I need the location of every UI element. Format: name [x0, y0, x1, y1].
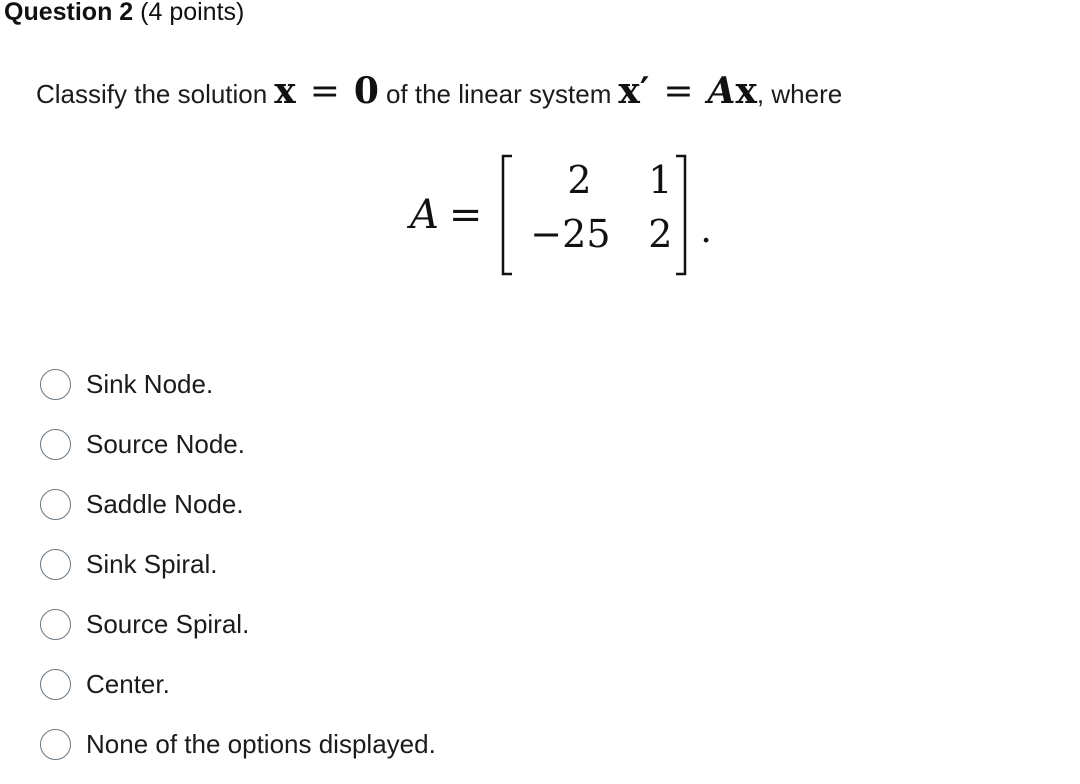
prompt-system-equation: [618, 66, 757, 117]
system-vector-x: x: [735, 70, 757, 112]
option-label[interactable]: Sink Node.: [86, 368, 214, 399]
matrix-cell-r2c2: 2: [648, 212, 673, 256]
matrix-cell-r2c1: −25: [530, 212, 611, 256]
radio-button[interactable]: [40, 369, 71, 400]
prompt-text-after: , where: [756, 79, 843, 109]
radio-button[interactable]: [40, 429, 71, 460]
matrix-cell-r1c2: 1: [648, 158, 673, 202]
solution-zero: 0: [353, 70, 379, 112]
option-label[interactable]: Center.: [86, 668, 170, 699]
matrix-equation: [410, 150, 712, 280]
option-sink-node[interactable]: [40, 354, 940, 414]
option-none[interactable]: [40, 714, 940, 774]
system-matrix-a: A: [707, 70, 736, 112]
system-lhs: x′: [618, 70, 650, 112]
matrix-period: .: [700, 210, 712, 251]
question-header: [4, 0, 244, 29]
option-saddle-node[interactable]: [40, 474, 940, 534]
option-sink-spiral[interactable]: [40, 534, 940, 594]
radio-button[interactable]: [40, 549, 71, 580]
question-points: (4 points): [140, 0, 245, 26]
prompt-text-before: Classify the solution: [36, 79, 268, 109]
option-label[interactable]: Source Spiral.: [86, 608, 250, 639]
answer-options: [40, 354, 940, 774]
matrix-cell-r1c1: 2: [567, 158, 592, 202]
question-number: Question 2: [4, 0, 134, 26]
option-source-node[interactable]: [40, 414, 940, 474]
prompt-solution-equation: [274, 66, 379, 117]
radio-button[interactable]: [40, 729, 71, 760]
option-label[interactable]: Saddle Node.: [86, 488, 244, 519]
question-prompt: [36, 66, 842, 116]
solution-equals: =: [309, 71, 340, 112]
option-center[interactable]: [40, 654, 940, 714]
radio-button[interactable]: [40, 609, 71, 640]
option-source-spiral[interactable]: [40, 594, 940, 654]
prompt-text-middle: of the linear system: [385, 79, 612, 109]
option-label[interactable]: Source Node.: [86, 428, 245, 459]
option-label[interactable]: None of the options displayed.: [86, 728, 436, 759]
solution-variable: x: [274, 70, 296, 112]
matrix-name: A: [410, 192, 439, 238]
matrix-a: [496, 152, 712, 278]
system-equals: =: [663, 71, 694, 112]
radio-button[interactable]: [40, 489, 71, 520]
option-label[interactable]: Sink Spiral.: [86, 548, 218, 579]
matrix-equals: =: [448, 192, 483, 238]
radio-button[interactable]: [40, 669, 71, 700]
